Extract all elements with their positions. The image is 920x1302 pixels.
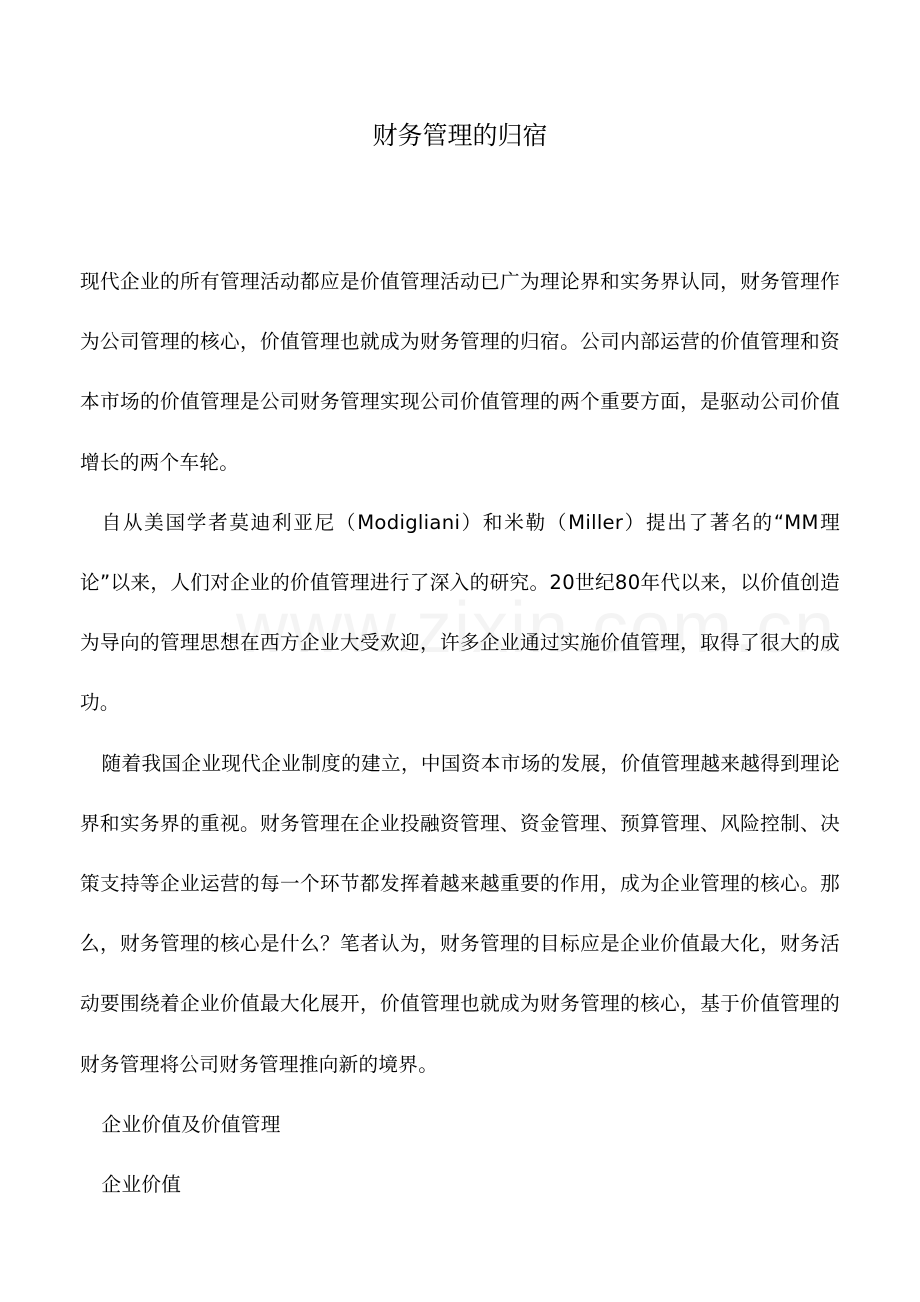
paragraph-china-development: 随着我国企业现代企业制度的建立，中国资本市场的发展，价值管理越来越得到理论界和实务界的重视。财务管理在企业投融资管理、资金管理、预算管理、风险控制、决策支持等企业运营的每一个环节都发挥着越来越重要的作用，成为企业管理的核心。那么，财务管理的核心是什么？笔者认为，财务管理的目标应是企业价值最大化，财务活动要围绕着企业价值最大化展开，价值管理也就成为财务管理的核心，基于价值管理的财务管理将公司财务管理推向新的境界。 xyxy=(80,751,840,1076)
document-body xyxy=(80,252,840,1215)
subsection-heading-enterprise-value: 企业价值 xyxy=(101,1173,182,1197)
document-title: 财务管理的归宿 xyxy=(372,121,548,150)
paragraph-intro: 现代企业的所有管理活动都应是价值管理活动已广为理论界和实务界认同，财务管理作为公司管理的核心，价值管理也就成为财务管理的归宿。公司内部运营的价值管理和资本市场的价值管理是公司财务管理实现公司价值管理的两个重要方面，是驱动公司价值增长的两个车轮。 xyxy=(80,270,840,474)
paragraph-mm-theory: 自从美国学者莫迪利亚尼（Modigliani）和米勒（Miller）提出了著名的“MM理论”以来，人们对企业的价值管理进行了深入的研究。20世纪80年代以来，以价值创造为导向的管理思想在西方企业大受欢迎，许多企业通过实施价值管理，取得了很大的成功。 xyxy=(80,510,840,715)
section-heading-value-management: 企业价值及价值管理 xyxy=(101,1112,281,1136)
